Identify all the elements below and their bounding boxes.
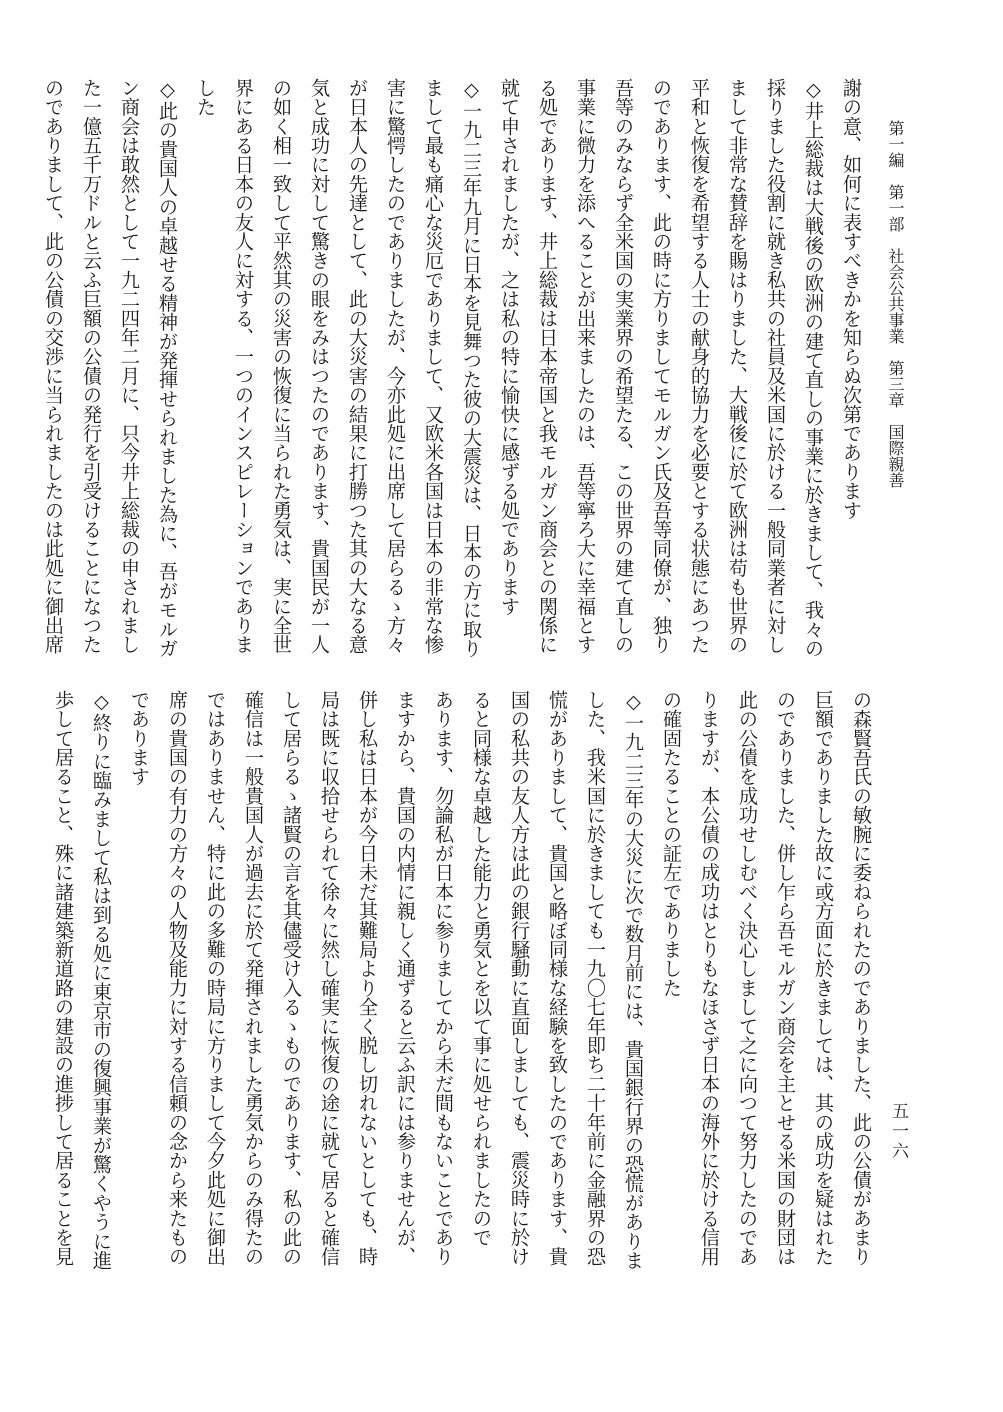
text-column: 気と成功に対して驚きの眼をみはつたのであります、貴国民が一人 xyxy=(308,78,331,654)
text-column: 事業に微力を添へることが出来ましたのは、吾等寧ろ大に幸福とす xyxy=(574,78,597,654)
text-column: のであります、此の時に方りましてモルガン氏及吾等同僚が、独り xyxy=(650,78,673,654)
text-column: ますから、貴国の内情に親しく通ずると云ふ訳には参りませんが、 xyxy=(394,690,417,1266)
text-column: ◇井上総裁は大戦後の欧洲の建て直しの事業に於きまして、我々の xyxy=(802,78,825,658)
text-column: 併し私は日本が今日未だ其難局より全く脱し切れないとしても、時 xyxy=(356,690,379,1266)
text-column: 国の私共の友人方は此の銀行騒動に直面しましても、震災時に於け xyxy=(508,690,531,1266)
text-column: の森賢吾氏の敏腕に委ねられたのでありました、此の公債があまり xyxy=(850,690,873,1266)
text-column: 確信は一般貴国人が過去に於て発揮されました勇気からのみ得たの xyxy=(242,690,265,1266)
text-column: まして最も痛心な災厄でありまして、又欧米各国は日本の非常な惨 xyxy=(422,78,445,654)
text-column: のでありました、併し乍ら吾モルガン商会を主とせる米国の財団は xyxy=(774,690,797,1266)
text-column: 界にある日本の友人に対する、一つのインスピレーションでありま xyxy=(232,78,255,654)
text-column: ◇終りに臨みまして私は到る処に東京市の復興事業が驚くやうに進 xyxy=(90,690,113,1270)
text-column: 局は既に収拾せられて徐々に然し確実に恢復の途に就て居ると確信 xyxy=(318,690,341,1266)
text-column: の確固たることの証左でありました xyxy=(660,690,683,998)
text-column: あります、勿論私が日本に参りましてから未だ間もないことであり xyxy=(432,690,455,1266)
text-column: 吾等のみならず全米国の実業界の希望たる、この世界の建て直しの xyxy=(612,78,635,654)
text-column: した、我米国に於きましても一九〇七年即ち二十年前に金融界の恐 xyxy=(584,690,607,1266)
text-column: 席の貴国の有力の方々の人物及能力に対する信頼の念から来たもの xyxy=(166,690,189,1266)
text-column: 謝の意、如何に表すべきかを知らぬ次第であります xyxy=(840,78,863,520)
text-column: ではありません、特に此の多難の時局に方りまして今夕此処に御出 xyxy=(204,690,227,1266)
text-column: まして非常な賛辞を賜はりました、大戦後に於て欧洲は苟も世界の xyxy=(726,78,749,654)
text-column: りますが、本公債の成功はとりもなほさず日本の海外に於ける信用 xyxy=(698,690,721,1266)
text-column: ◇一九二三年九月に日本を見舞つた彼の大震災は、日本の方に取り xyxy=(460,78,483,658)
text-column: 就て申されましたが、之は私の特に愉快に感ずる処であります xyxy=(498,78,521,616)
text-column: ◇此の貴国人の卓越せる精神が発揮せられました為に、吾がモルガ xyxy=(156,78,179,658)
text-column: ン商会は敢然として一九二四年二月に、只今井上総裁の申されまし xyxy=(118,78,141,654)
text-column: ると同様な卓越した能力と勇気とを以て事に処せられましたので xyxy=(470,690,493,1247)
text-column: 歩して居ること、殊に諸建築新道路の建設の進捗して居ることを見 xyxy=(52,690,75,1266)
text-column: して居らるゝ諸賢の言を其儘受け入るゝものであります、私の此の xyxy=(280,690,303,1266)
page-number: 五一六 xyxy=(888,1102,908,1162)
text-column: 採りました役割に就き私共の社員及米国に於ける一般同業者に対し xyxy=(764,78,787,654)
text-column: が日本人の先達として、此の大災害の結果に打勝つた其の大なる意 xyxy=(346,78,369,654)
running-header: 第一編 第一部 社会公共事業 第三章 国際親善 xyxy=(886,120,905,488)
text-column: 此の公債を成功せしむべく決心しまして之に向つて努力したのであ xyxy=(736,690,759,1266)
text-column: であります xyxy=(128,690,151,786)
text-column: した xyxy=(194,78,217,117)
text-block-lower xyxy=(40,690,880,1350)
text-column: る処であります、井上総裁は日本帝国と我モルガン商会との関係に xyxy=(536,78,559,654)
text-column: 害に驚愕したのでありましたが、今亦此処に出席して居らるゝ方々 xyxy=(384,78,407,654)
text-column: の如く相一致して平然其の災害の恢復に当られた勇気は、実に全世 xyxy=(270,78,293,654)
text-column: た一億五千万ドルと云ふ巨額の公債の発行を引受けることになつた xyxy=(80,78,103,654)
text-column: のでありまして、此の公債の交渉に当られましたのは此処に御出席 xyxy=(42,78,65,654)
text-column: 平和と恢復を希望する人士の献身的協力を必要とする状態にあつた xyxy=(688,78,711,654)
text-column: 巨額でありました故に或方面に於きましては、其の成功を疑はれた xyxy=(812,690,835,1266)
text-block-upper xyxy=(40,78,870,668)
text-column: 慌がありまして、貴国と略ぼ同様な経験を致したのであります、貴 xyxy=(546,690,569,1266)
text-column: ◇一九二三年の大災に次で数月前には、貴国銀行界の恐慌がありま xyxy=(622,690,645,1270)
